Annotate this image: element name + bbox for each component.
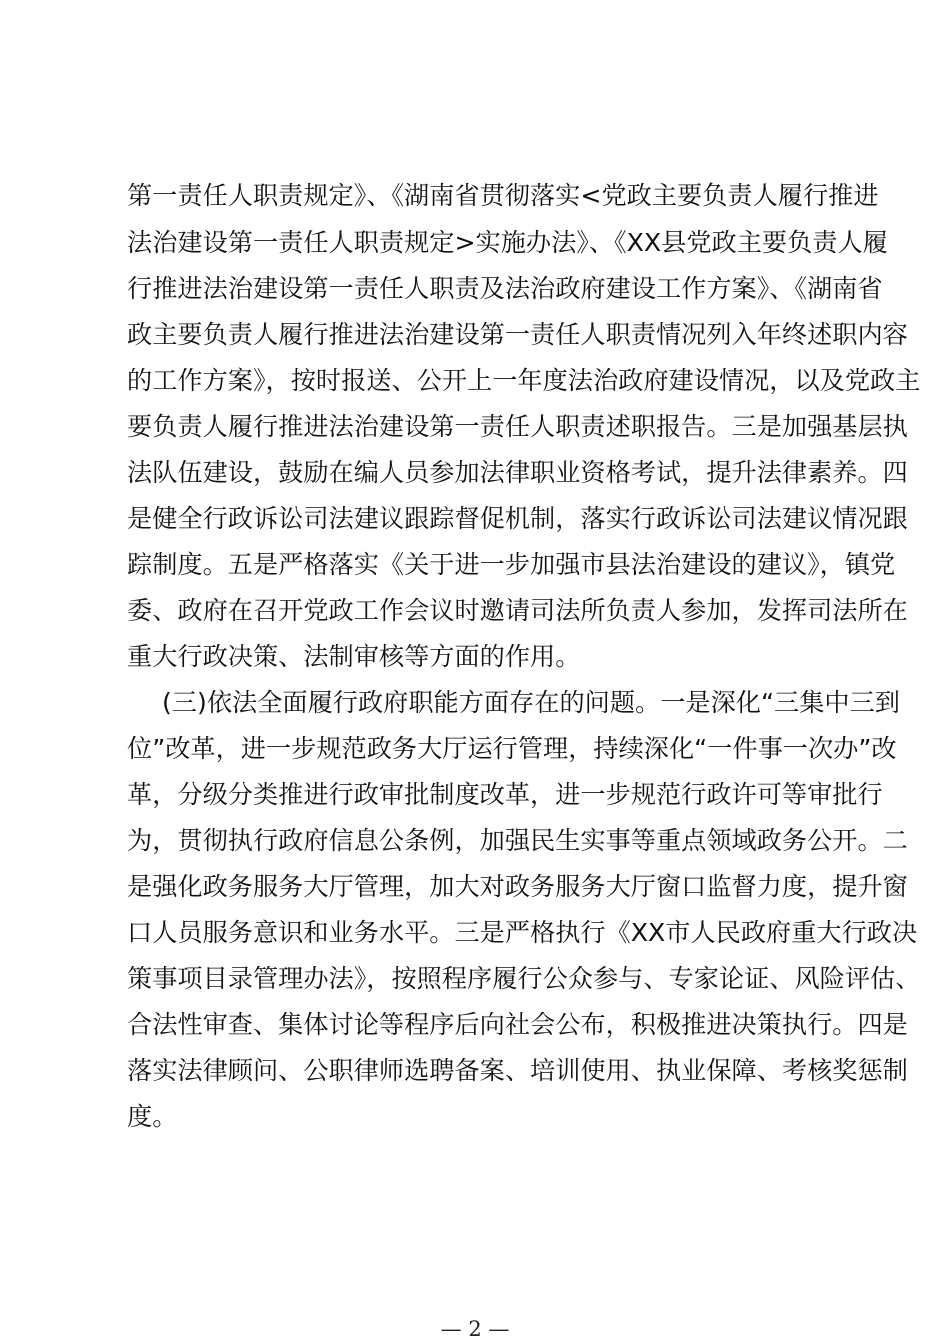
text-line: 重大行政决策、法制审核等方面的作用。 <box>127 642 581 671</box>
text-line: 合法性审查、集体讨论等程序后向社会公布，积极推进决策执行。四是 <box>127 1010 908 1039</box>
text-line: 策事项目录管理办法》，按照程序履行公众参与、专家论证、风险评估、 <box>127 964 921 993</box>
section-heading-line: (三)依法全面履行政府职能方面存在的问题。一是深化“三集中三到 <box>162 688 900 717</box>
text-line: 政主要负责人履行推进法治建设第一责任人职责情况列入年终述职内容 <box>127 320 908 349</box>
text-line: 法队伍建设，鼓励在编人员参加法律职业资格考试，提升法律素养。四 <box>127 458 908 487</box>
text-line: 为，贯彻执行政府信息公条例，加强民生实事等重点领域政务公开。二 <box>127 826 908 855</box>
text-line: 行推进法治建设第一责任人职责及法治政府建设工作方案》、《湖南省 <box>127 274 883 303</box>
text-line: 口人员服务意识和业务水平。三是严格执行《XX市人民政府重大行政决 <box>127 918 918 947</box>
text-line: 位”改革，进一步规范政务大厅运行管理，持续深化“一件事一次办”改 <box>127 734 897 763</box>
text-line: 是强化政务服务大厅管理，加大对政务服务大厅窗口监督力度，提升窗 <box>127 872 908 901</box>
text-line: 委、政府在召开党政工作会议时邀请司法所负责人参加，发挥司法所在 <box>127 596 908 625</box>
text-line: 是健全行政诉讼司法建议跟踪督促机制，落实行政诉讼司法建议情况跟 <box>127 504 908 533</box>
page-number: — 2 — <box>440 1317 510 1341</box>
text-line: 踪制度。五是严格落实《关于进一步加强市县法治建设的建议》，镇党 <box>127 550 896 579</box>
text-line: 落实法律顾问、公职律师选聘备案、培训使用、执业保障、考核奖惩制 <box>127 1056 908 1085</box>
text-line: 法治建设第一责任人职责规定>实施办法》、《XX县党政主要负责人履 <box>127 228 888 257</box>
text-line: 度。 <box>127 1102 178 1131</box>
text-line: 第一责任人职责规定》、《湖南省贯彻落实<党政主要负责人履行推进 <box>127 181 879 210</box>
text-line: 革，分级分类推进行政审批制度改革，进一步规范行政许可等审批行 <box>127 780 883 809</box>
text-line: 要负责人履行推进法治建设第一责任人职责述职报告。三是加强基层执 <box>127 412 908 441</box>
text-line: 的工作方案》，按时报送、公开上一年度法治政府建设情况，以及党政主 <box>127 366 921 395</box>
